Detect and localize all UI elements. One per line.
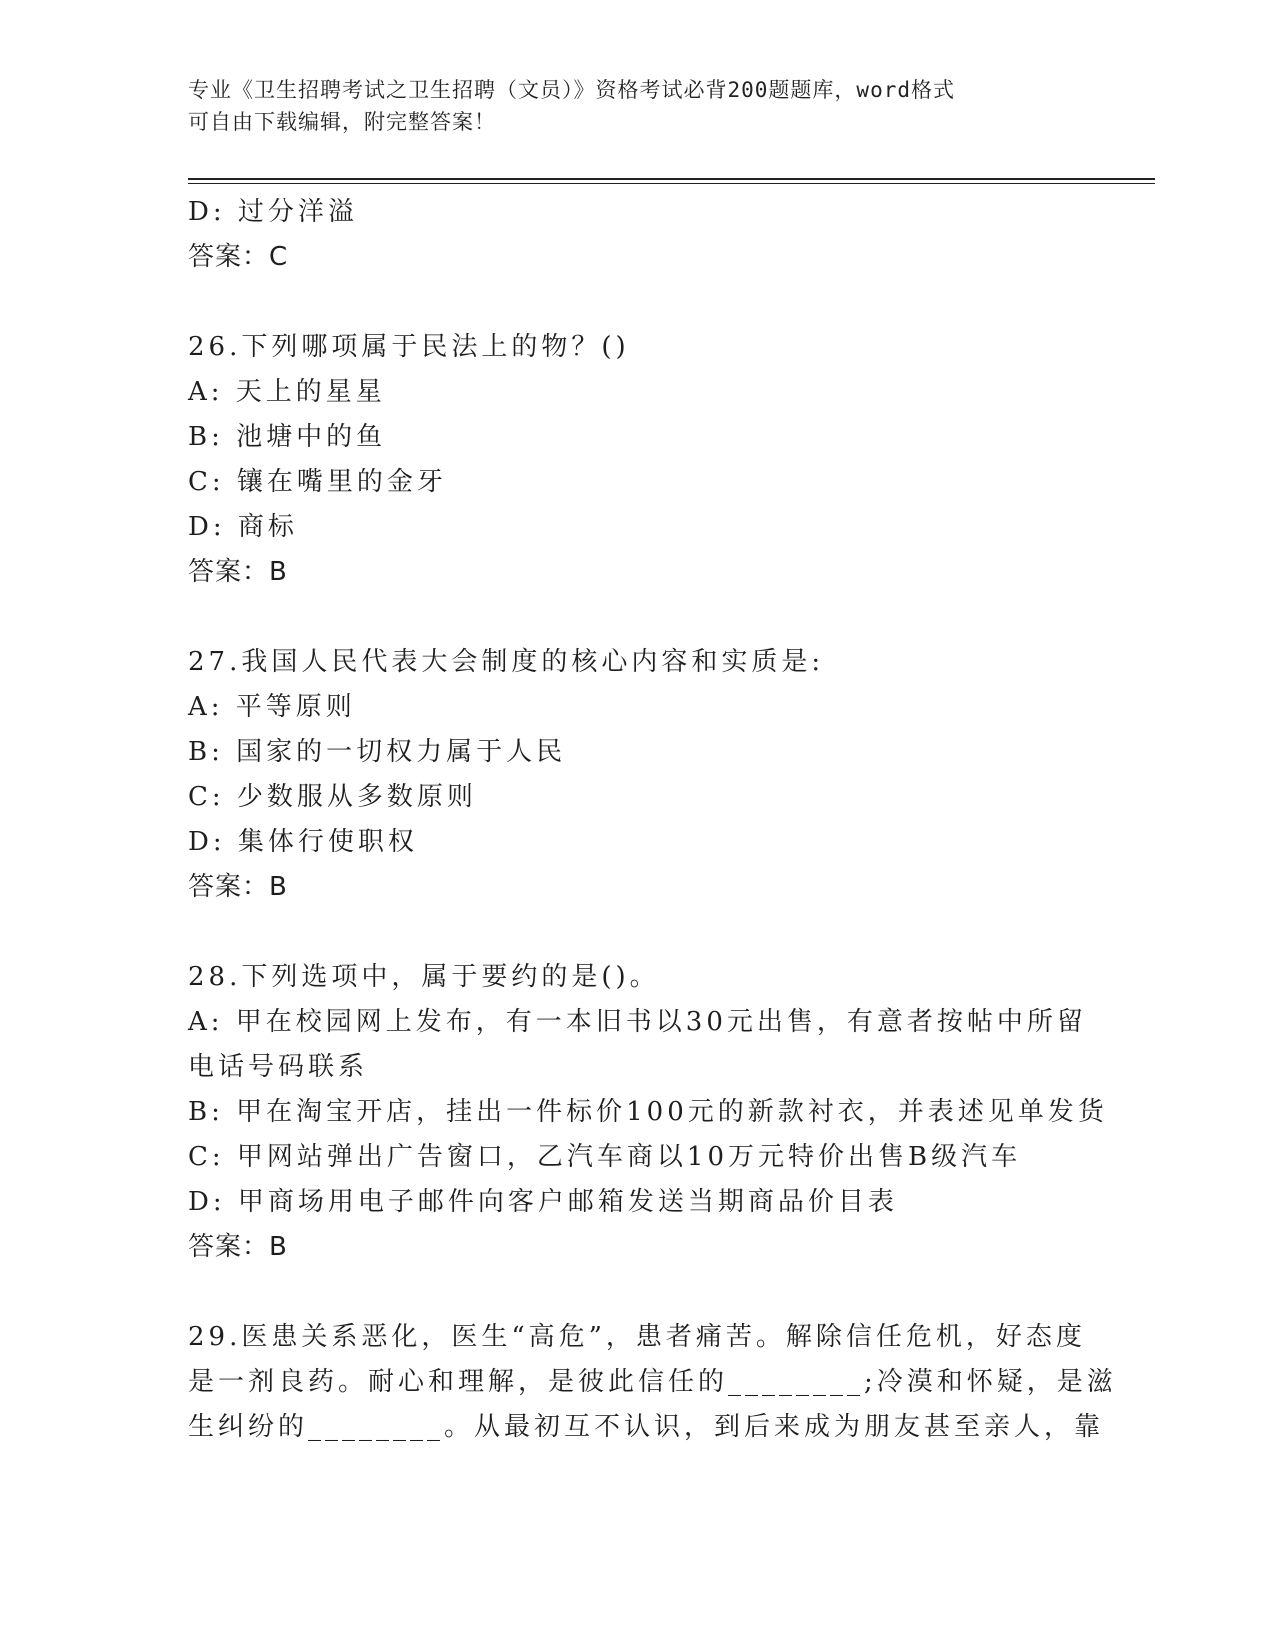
question-text-line-3: 生纠纷的________。从最初互不认识，到后来成为朋友甚至亲人，靠 [188,1412,1105,1442]
question-text: 28.下列选项中，属于要约的是()。 [188,962,660,992]
option-d: D: 过分洋溢 [188,197,358,227]
answer-line: 答案：B [188,1232,288,1262]
option-a: A: 天上的星星 [188,377,386,407]
question-29 [188,1315,1117,1450]
answer-line: 答案：B [188,872,288,902]
option-d: D: 集体行使职权 [188,827,418,857]
answer-line: 答案：C [188,242,289,272]
option-b: B: 甲在淘宝开店，挂出一件标价100元的新款衬衣，并表述见单发货 [188,1097,1108,1127]
option-d: D: 甲商场用电子邮件向客户邮箱发送当期商品价目表 [188,1187,898,1217]
option-a-continued: 电话号码联系 [188,1052,369,1082]
question-text: 27.我国人民代表大会制度的核心内容和实质是: [188,647,825,677]
option-d: D: 商标 [188,512,298,542]
option-a: A: 平等原则 [188,692,356,722]
question-text: 26.下列哪项属于民法上的物？() [188,332,630,362]
question-25 [188,190,1088,280]
question-list [188,190,1117,1450]
option-a: A: 甲在校园网上发布，有一本旧书以30元出售，有意者按帖中所留 [188,1007,1087,1037]
header-divider-thick [188,178,1155,180]
spacer [188,280,1088,325]
question-text-line-2: 是一剂良药。耐心和理解，是彼此信任的________;冷漠和怀疑，是滋 [188,1367,1117,1397]
question-28 [188,955,1108,1270]
spacer [188,1270,1088,1315]
spacer [188,595,1088,640]
spacer [188,910,1088,955]
page-header [188,74,1068,138]
answer-line: 答案：B [188,557,288,587]
header-divider-thin [188,183,1155,184]
question-text-line-1: 29.医患关系恶化，医生“高危”，患者痛苦。解除信任危机，好态度 [188,1322,1086,1352]
option-c: C: 少数服从多数原则 [188,782,477,812]
option-b: B: 池塘中的鱼 [188,422,387,452]
option-c: C: 镶在嘴里的金牙 [188,467,447,497]
question-27 [188,640,1088,910]
option-c: C: 甲网站弹出广告窗口，乙汽车商以10万元特价出售B级汽车 [188,1142,1022,1172]
option-b: B: 国家的一切权力属于人民 [188,737,567,767]
header-line-1: 专业《卫生招聘考试之卫生招聘（文员）》资格考试必背200题题库，word格式 [188,78,955,102]
question-26 [188,325,1088,595]
header-line-2: 可自由下载编辑，附完整答案！ [188,110,496,134]
